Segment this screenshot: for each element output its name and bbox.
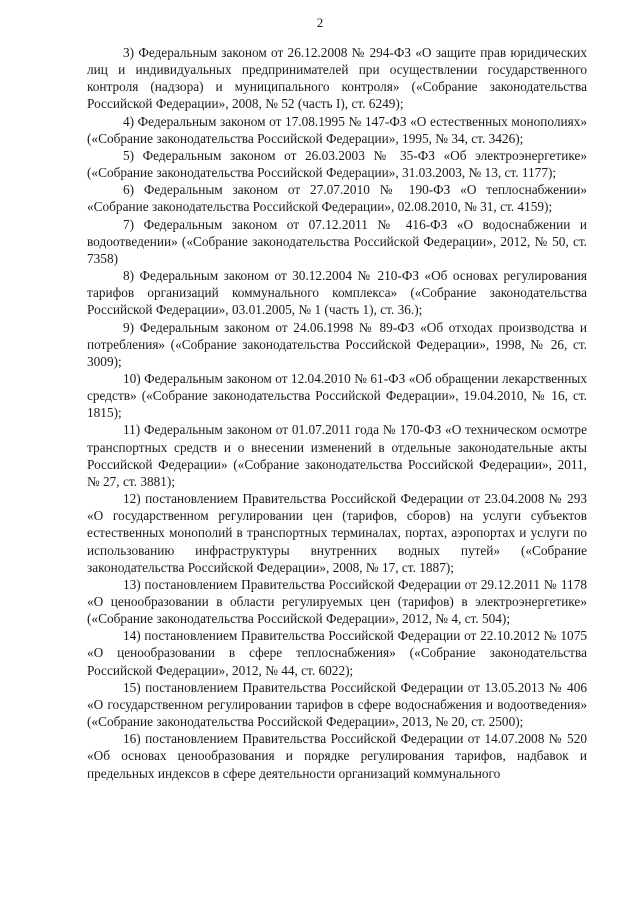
- paragraph-item-13: 13) постановлением Правительства Российской Федерации от 29.12.2011 № 1178 «О ценообразовании в области регулируемых цен (тарифов) в электроэнергетике» («Собрание законодательства Российской Федерации», 2012, № 4, ст. 504);: [87, 576, 587, 627]
- document-body: [87, 44, 587, 782]
- paragraph-item-5: 5) Федеральным законом от 26.03.2003 № 35-ФЗ «Об электроэнергетике» («Собрание законодательства Российской Федерации», 31.03.2003, № 13, ст. 1177);: [87, 147, 587, 181]
- paragraph-item-9: 9) Федеральным законом от 24.06.1998 № 89-ФЗ «Об отходах производства и потребления» («Собрание законодательства Российской Федерации», 1998, № 26, ст. 3009);: [87, 319, 587, 369]
- paragraph-item-4: 4) Федеральным законом от 17.08.1995 № 147-ФЗ «О естественных монополиях» («Собрание законодательства Российской Федерации», 1995, № 34, ст. 3426);: [87, 113, 587, 146]
- paragraph-item-8: 8) Федеральным законом от 30.12.2004 № 210-ФЗ «Об основах регулирования тарифов организаций коммунального комплекса» («Собрание законодательства Российской Федерации», 03.01.2005, № 1 (часть 1), ст. 36.);: [87, 268, 587, 318]
- page-number: 2: [316, 15, 324, 30]
- paragraph-item-11: 11) Федеральным законом от 01.07.2011 года № 170-ФЗ «О техническом осмотре транспортных средств и о внесении изменений в отдельные законодательные акты Российской Федерации» («Собрание законодательства Российской Федерации», 2011, № 27, ст. 3881);: [87, 422, 587, 489]
- paragraph-item-12: 12) постановлением Правительства Российской Федерации от 23.04.2008 № 293 «О государственном регулировании цен (тарифов, сборов) на услуги субъектов естественных монополий в транспортных терминалах, портах, аэропортах и услуги по использованию инфраструктуры внутренних водных путей» («Собрание законодательства Российской Федерации», 2008, № 17, ст. 1887);: [87, 491, 587, 575]
- paragraph-item-10: 10) Федеральным законом от 12.04.2010 № 61-ФЗ «Об обращении лекарственных средств» («Собрание законодательства Российской Федерации», 19.04.2010, № 16, ст. 1815);: [87, 370, 587, 421]
- paragraph-item-6: 6) Федеральным законом от 27.07.2010 № 190-ФЗ «О теплоснабжении» «Собрание законодательства Российской Федерации», 02.08.2010, № 31, ст. 4159);: [87, 182, 587, 215]
- paragraph-item-15: 15) постановлением Правительства Российской Федерации от 13.05.2013 № 406 «О государственном регулировании тарифов в сфере водоснабжения и водоотведения» («Собрание законодательства Российской Федерации», 2013, № 20, ст. 2500);: [87, 679, 587, 730]
- paragraph-item-3: 3) Федеральным законом от 26.12.2008 № 294-ФЗ «О защите прав юридических лиц и индивидуальных предпринимателей при осуществлении государственного контроля (надзора) и муниципального контроля» («Собрание законодательства Российской Федерации», 2008, № 52 (часть I), ст. 6249);: [87, 45, 587, 112]
- paragraph-item-16: 16) постановлением Правительства Российской Федерации от 14.07.2008 № 520 «Об основах ценообразования и порядке регулирования тарифов, надбавок и предельных индексов в сфере деятельности организаций коммунального: [87, 731, 587, 781]
- paragraph-item-7: 7) Федеральным законом от 07.12.2011 № 416-ФЗ «О водоснабжении и водоотведении» («Собрание законодательства Российской Федерации», 2012, № 50, ст. 7358): [87, 216, 587, 266]
- paragraph-item-14: 14) постановлением Правительства Российской Федерации от 22.10.2012 № 1075 «О ценообразовании в сфере теплоснабжения» («Собрание законодательства Российской Федерации», 2012, № 44, ст. 6022);: [87, 628, 587, 678]
